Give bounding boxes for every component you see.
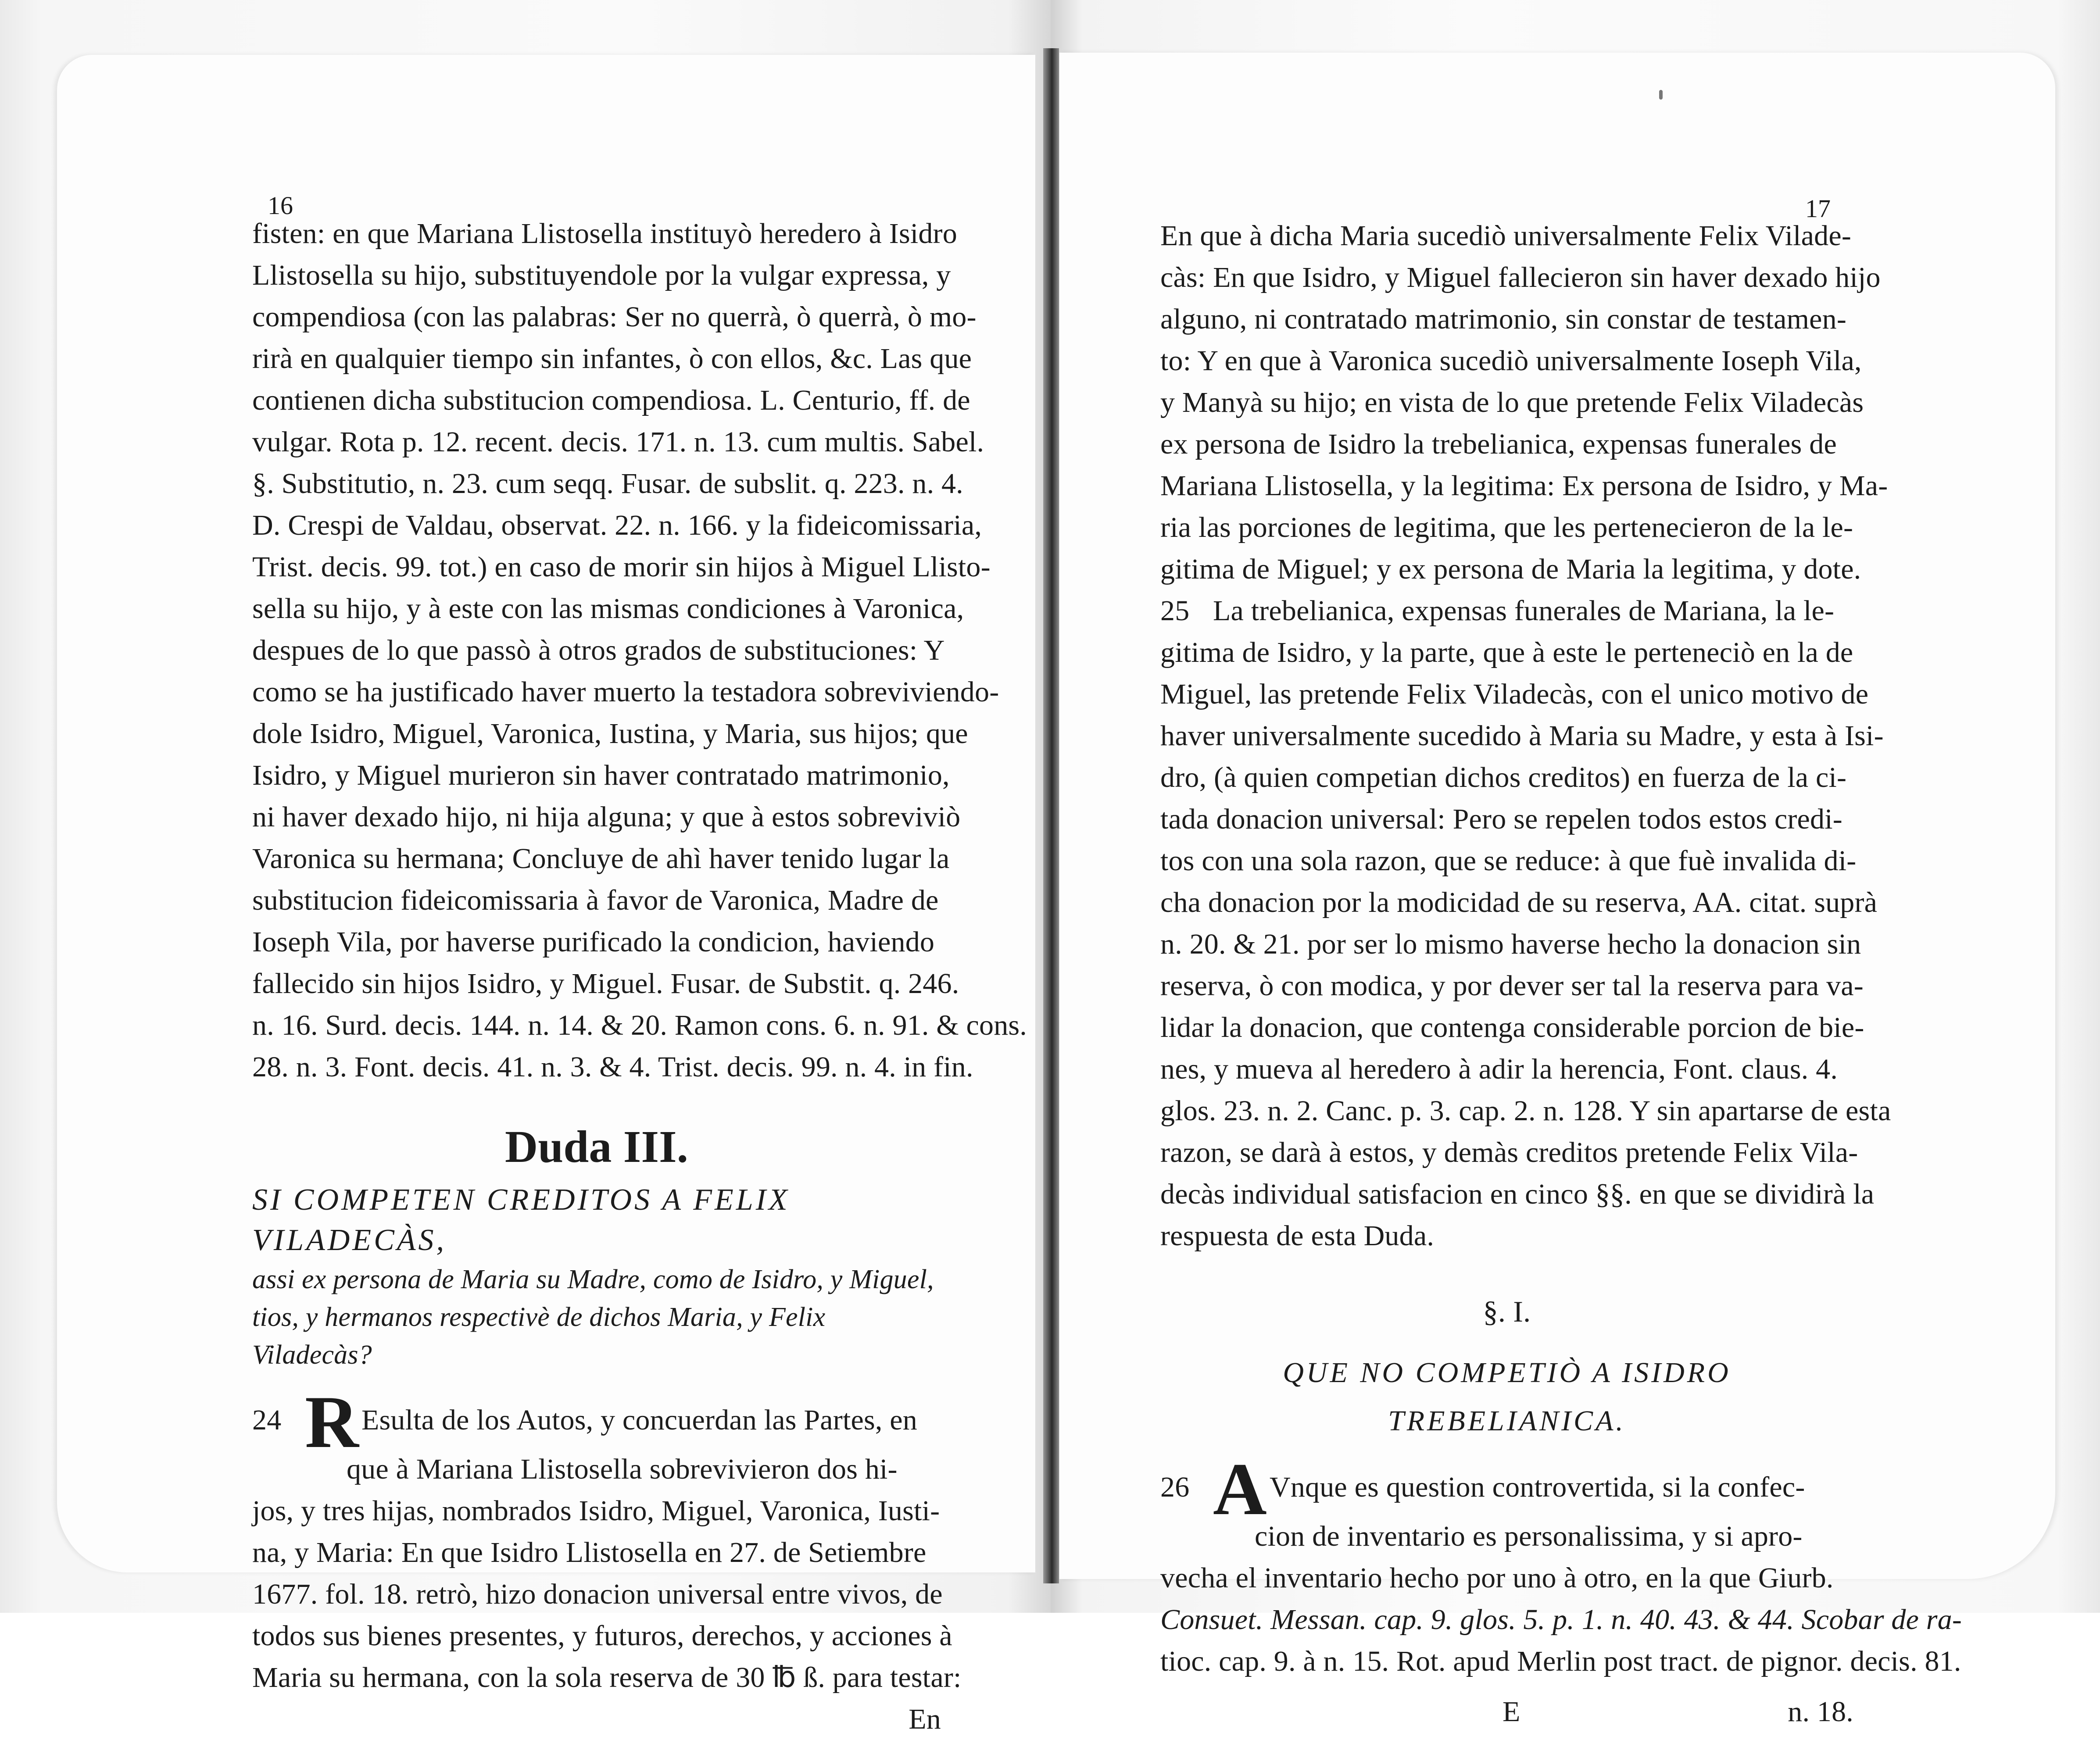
paragraph-24 [252, 1381, 962, 1740]
text-line: razon, se darà à estos, y demàs creditos pretende Felix Vila- [1160, 1136, 1858, 1168]
text-line: n. 16. Surd. decis. 144. n. 14. & 20. Ramon cons. 6. n. 91. & cons. [252, 1009, 1027, 1041]
text-line: En que à dicha Maria sucediò universalmente Felix Vilade- [1160, 220, 1852, 252]
right-intro-text [1160, 215, 1888, 590]
text-line: contienen dicha substitucion compendiosa. L. Centurio, ff. de [252, 384, 970, 416]
drop-cap: R [305, 1381, 359, 1463]
text-line: Miguel, las pretende Felix Viladecàs, con el unico motivo de [1160, 678, 1869, 710]
paragraph-first-line [252, 1381, 941, 1463]
paragraph-25 [1160, 590, 1891, 1257]
text-line: tada donacion universal: Pero se repelen todos estos credi- [1160, 803, 1842, 835]
text-line: despues de lo que passò à otros grados de substituciones: Y [252, 634, 945, 666]
right-text-column [1160, 215, 1962, 1733]
text-line: y Manyà su hijo; en vista de lo que pretende Felix Viladecàs [1160, 386, 1864, 418]
paragraph-number: 25 [1160, 595, 1190, 627]
text-line: D. Crespi de Valdau, observat. 22. n. 166. y la fideicomissaria, [252, 509, 982, 541]
paper-speck [1659, 90, 1663, 100]
paragraph-number: 24 [252, 1404, 282, 1436]
text-line: gitima de Miguel; y ex persona de Maria la legitima, y dote. [1160, 553, 1861, 585]
text-line: Mariana Llistosella, y la legitima: Ex persona de Isidro, y Ma- [1160, 470, 1888, 502]
text-line: Ioseph Vila, por haverse purificado la condicion, haviendo [252, 926, 935, 958]
text-line: ria las porciones de legitima, que les pertenecieron de la le- [1160, 511, 1853, 543]
section-mark: §. I. [1483, 1295, 1531, 1328]
section-heading: Duda III. [504, 1122, 688, 1172]
text-line: 28. n. 3. Font. decis. 41. n. 3. & 4. Trist. decis. 99. n. 4. in fin. [252, 1051, 973, 1083]
text-line: reserva, ò con modica, y por dever ser tal la reserva para va- [1160, 970, 1864, 1002]
paragraph-first-line [1160, 1448, 1853, 1530]
text-line: gitima de Isidro, y la parte, que à este le perteneciò en la de [1160, 636, 1853, 668]
text-line: §. Substitutio, n. 23. cum seqq. Fusar. de subslit. q. 223. n. 4. [252, 468, 963, 500]
text-line: 1677. fol. 18. retrò, hizo donacion universal entre vivos, de [252, 1578, 943, 1610]
left-page-number: 16 [268, 191, 293, 220]
page-footer [1160, 1691, 1853, 1733]
question-title: SI COMPETEN CREDITOS A FELIX VILADECÀS, [252, 1183, 790, 1257]
text-line: respuesta de esta Duda. [1160, 1220, 1435, 1252]
text-line: Varonica su hermana; Concluye de ahì haver tenido lugar la [252, 843, 950, 875]
text-line: nes, y mueva al heredero à adir la herencia, Font. claus. 4. [1160, 1053, 1838, 1085]
text-line: fisten: en que Mariana Llistosella instituyò heredero à Isidro [252, 218, 957, 250]
question-subtitle-line: assi ex persona de Maria su Madre, como de Isidro, y Miguel, [252, 1265, 934, 1294]
paragraph-first-line [1160, 590, 1853, 632]
text-line: decàs individual satisfacion en cinco §§. en que se dividirà la [1160, 1178, 1875, 1210]
text-line: na, y Maria: En que Isidro Llistosella en 27. de Setiembre [252, 1536, 927, 1569]
text-line: tioc. cap. 9. à n. 15. Rot. apud Merlin post tract. de pignor. decis. 81. [1160, 1645, 1961, 1677]
text-line: Isidro, y Miguel murieron sin haver contratado matrimonio, [252, 759, 950, 791]
paragraph-26 [1160, 1448, 1962, 1733]
text-line: tos con una sola razon, que se reduce: à que fuè invalida di- [1160, 845, 1857, 877]
text-line: dole Isidro, Miguel, Varonica, Iustina, y Maria, sus hijos; que [252, 718, 968, 750]
left-text-column [252, 213, 1027, 1740]
text-line: Maria su hermana, con la sola reserva de 30 ℔ ß. para testar: [252, 1661, 962, 1694]
text-line: que à Mariana Llistosella sobrevivieron dos hi- [347, 1453, 898, 1485]
text-line: vecha el inventario hecho por uno à otro, en la que Giurb. [1160, 1562, 1834, 1594]
text-line: como se ha justificado haver muerto la testadora sobreviviendo- [252, 676, 999, 708]
catchword: En [909, 1703, 941, 1735]
text-line: ex persona de Isidro la trebelianica, expensas funerales de [1160, 428, 1837, 460]
text-line: rirà en qualquier tiempo sin infantes, ò con ellos, &c. Las que [252, 343, 972, 375]
text-line: n. 20. & 21. por ser lo mismo haverse hecho la donacion sin [1160, 928, 1861, 960]
text-line: to: Y en que à Varonica sucediò universalmente Ioseph Vila, [1160, 345, 1862, 377]
text-line: Vnque es question controvertida, si la confec- [1269, 1471, 1805, 1503]
catchword: n. 18. [1788, 1696, 1853, 1728]
text-line: substitucion fideicomissaria à favor de Varonica, Madre de [252, 884, 939, 916]
text-line: cion de inventario es personalissima, y si apro- [1255, 1520, 1803, 1552]
text-line: lidar la donacion, que contenga considerable porcion de bie- [1160, 1011, 1864, 1043]
question-subtitle-line: tios, y hermanos respectivè de dichos Maria, y Felix Viladecàs? [252, 1302, 826, 1370]
section-title: QUE NO COMPETIÒ A ISIDRO TREBELIANICA. [1283, 1357, 1731, 1437]
text-line: compendiosa (con las palabras: Ser no querrà, ò querrà, ò mo- [252, 301, 977, 333]
paragraph-number: 26 [1160, 1471, 1190, 1503]
drop-cap: A [1213, 1448, 1267, 1530]
text-line: vulgar. Rota p. 12. recent. decis. 171. n. 13. cum multis. Sabel. [252, 426, 984, 458]
text-line: Llistosella su hijo, substituyendole por la vulgar expressa, y [252, 259, 951, 291]
text-line: cha donacion por la modicidad de su reserva, AA. citat. suprà [1160, 886, 1878, 918]
text-line: sella su hijo, y à este con las mismas condiciones à Varonica, [252, 593, 964, 625]
text-line: ni haver dexado hijo, ni hija alguna; y que à estos sobreviviò [252, 801, 961, 833]
signature-mark: E [1503, 1696, 1520, 1728]
book-gutter [1043, 48, 1059, 1583]
text-line: càs: En que Isidro, y Miguel fallecieron sin haver dexado hijo [1160, 261, 1881, 293]
text-line: alguno, ni contratado matrimonio, sin constar de testamen- [1160, 303, 1847, 335]
right-page-number: 17 [1805, 194, 1831, 223]
text-line: haver universalmente sucedido à Maria su Madre, y esta à Isi- [1160, 720, 1884, 752]
text-line: Consuet. Messan. cap. 9. glos. 5. p. 1. n. 40. 43. & 44. Scobar de ra- [1160, 1604, 1962, 1636]
text-line: Esulta de los Autos, y concuerdan las Partes, en [361, 1404, 917, 1436]
text-line: Trist. decis. 99. tot.) en caso de morir sin hijos à Miguel Llisto- [252, 551, 991, 583]
text-line: fallecido sin hijos Isidro, y Miguel. Fusar. de Substit. q. 246. [252, 968, 959, 1000]
text-line: jos, y tres hijas, nombrados Isidro, Miguel, Varonica, Iusti- [252, 1495, 940, 1527]
text-line: todos sus bienes presentes, y futuros, derechos, y acciones à [252, 1620, 952, 1652]
text-line: La trebelianica, expensas funerales de Mariana, la le- [1213, 595, 1835, 627]
text-line: glos. 23. n. 2. Canc. p. 3. cap. 2. n. 128. Y sin apartarse de esta [1160, 1095, 1891, 1127]
left-intro-text [252, 213, 1027, 1088]
text-line: dro, (à quien competian dichos creditos) en fuerza de la ci- [1160, 761, 1847, 793]
